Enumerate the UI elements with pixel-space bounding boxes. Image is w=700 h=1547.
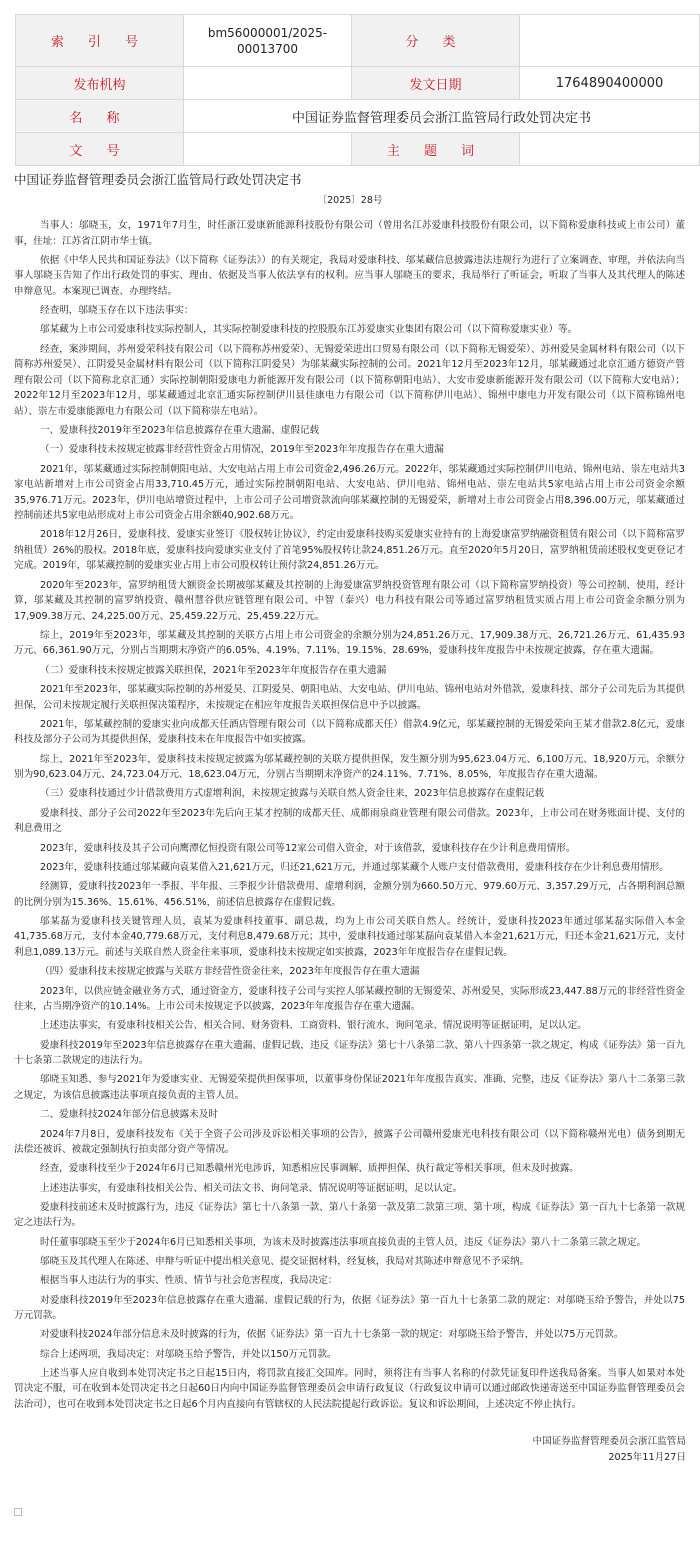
date-label: 发文日期 xyxy=(352,67,520,100)
body-paragraph: 当事人：邬晓玉，女，1971年7月生，时任浙江爱康新能源科技股份有限公司（曾用名江苏爱康科技股份有限公司，以下简称爱康科技或上市公司）董事，住址：江苏省江阴市华士镇。 xyxy=(14,220,685,247)
body-paragraph: 邬晓玉知悉、参与2021年为爱康实业、无锡爱荣提供担保事项，以董事身份保证2021年年度报告真实、准确、完整，违反《证券法》第八十二条第三款之规定，为该信息披露违法事项直接负责的主管人员。 xyxy=(14,1074,685,1101)
body-paragraph: 时任董事邬晓玉至少于2024年6月已知悉相关事项，为该未及时披露违法事项直接负责的主管人员，违反《证券法》第八十二条第三款之规定。 xyxy=(40,1236,647,1248)
body-paragraph: 2023年，爱康科技通过邬某藏向袁某借入21,621万元，归还21,621万元，并通过邬某藏个人账户支付借款费用，爱康科技存在少计利息费用情形。 xyxy=(40,861,669,873)
body-paragraph: 爱康科技、部分子公司2022年至2023年先后向王某才控制的成都天任、成都雨泉商业管理有限公司借款。2023年，上市公司在财务账面计提、支付的利息费用之 xyxy=(14,807,685,835)
body-paragraph: 上述违法事实，有爱康科技相关公告、相关司法文书、询问笔录、情况说明等证据证明，足以认定。 xyxy=(40,1182,463,1194)
document-title: 中国证券监督管理委员会浙江监管局行政处罚决定书 xyxy=(14,172,302,187)
index-label: 索 引 号 xyxy=(16,15,184,67)
body-paragraph: 2018年12月26日，爱康科技、爱康实业签订《股权转让协议》，约定由爱康科技购买爱康实业持有的上海爱康富罗纳融资租赁有限公司（以下简称富罗纳租赁）26%的股权。2018年底，爱康科技向爱康实业支付了首笔95%股权转让款24,851.26万元。直至2020年5月20日，富罗纳租赁前述股权变更登记才完成。2019年，邬某藏控制的爱康实业占用上市公司股权转让预付款24,851.26万元。 xyxy=(14,529,685,572)
body-paragraph: 爱康科技前述未及时披露行为，违反《证券法》第七十八条第一款、第八十条第一款及第二款第三项、第十项，构成《证券法》第一百九十七条第一款规定之违法行为。 xyxy=(14,1201,685,1229)
body-paragraph: 上述当事人应自收到本处罚决定书之日起15日内，将罚款直接汇交国库。同时，须将注有当事人名称的付款凭证复印件送我局备案。当事人如果对本处罚决定不服，可在收到本处罚决定书之日起60日内向中国证券监督管理委员会申请行政复议（行政复议申请可以通过邮政快递寄送至中国证券监督管理委员会法治司），也可在收到本处罚决定书之日起6个月内直接向有管辖权的人民法院提起行政诉讼。复议和诉讼期间，上述决定不停止执行。 xyxy=(14,1367,685,1410)
index-value: bm56000001/2025-00013700 xyxy=(184,15,352,67)
body-paragraph: 综上，2021年至2023年，爱康科技未按规定披露为邬某藏控制的关联方提供担保，发生额分别为95,623.04万元、6,100万元、18,920万元，余额分别为90,623.04万元、24,723.04万元、18,623.04万元，分别占当期期末净资产的24.11%、7.71%、8.05%，年度报告存在重大遗漏。 xyxy=(14,753,685,781)
signature-block xyxy=(0,1434,686,1466)
docno-label: 文 号 xyxy=(16,133,184,166)
body-paragraph: 对爱康科技2019年至2023年信息披露存在重大遗漏、虚假记载的行为，依据《证券法》第一百九十七条第二款的规定：对邬晓玉给予警告，并处以75万元罚款。 xyxy=(14,1294,685,1322)
name-value: 中国证券监督管理委员会浙江监管局行政处罚决定书 xyxy=(184,100,700,133)
body-paragraph: 2020年至2023年，富罗纳租赁大额资金长期被邬某藏及其控制的上海爱康富罗纳投资管理有限公司（以下简称富罗纳投资）等公司控制、使用，经计算，邬某藏及其控制的富罗纳投资、赣州慧谷供应链管理有限公司、中智（泰兴）电力科技有限公司等通过富罗纳租赁实质占用上市公司资金余额分别为17,909.38万元、24,225.00万元、25,459.22万元、25,459.22万元。 xyxy=(14,579,685,622)
name-label: 名 称 xyxy=(16,100,184,133)
body-paragraph: 经查明，邬晓玉存在以下违法事实： xyxy=(40,305,194,317)
body-paragraph: 综合上述两项，我局决定：对邬晓玉给予警告，并处以150万元罚款。 xyxy=(40,1348,337,1360)
category-label: 分 类 xyxy=(352,15,520,67)
body-paragraph: 一、爱康科技2019年至2023年信息披露存在重大遗漏、虚假记载 xyxy=(40,424,320,436)
body-paragraph: （四）爱康科技未按规定披露与关联方非经营性资金往来，2023年年度报告存在重大遗漏 xyxy=(40,966,420,978)
body-paragraph: 邬晓玉及其代理人在陈述、申辩与听证中提出相关意见、提交证据材料，经复核，我局对其陈述申辩意见不予采纳。 xyxy=(40,1256,530,1267)
category-value xyxy=(520,15,700,67)
publisher-label: 发布机构 xyxy=(16,67,184,100)
body-paragraph: 邬某磊为爱康科技关键管理人员，袁某为爱康科技董事、副总裁，均为上市公司关联自然人。经统计，爱康科技2023年通过邬某磊实际借入本金41,735.68万元，支付本金40,779.68万元，支付利息8,479.68万元；其中，爱康科技通过邬某磊向袁某借入本金21,621万元，归还本金21,621万元，支付利息1,089.13万元。前述与关联自然人资金往来事项，爱康科技未按规定如实披露，2023年年度报告存在虚假记载。 xyxy=(14,915,685,958)
document-number: 〔2025〕28号 xyxy=(317,195,383,206)
corner-mark-icon xyxy=(14,1508,22,1516)
body-paragraph: 邬某藏为上市公司爱康科技实际控制人，其实际控制爱康科技的控股股东江苏爱康实业集团有限公司（以下简称爱康实业）等。 xyxy=(40,324,578,336)
docno-value xyxy=(184,133,352,166)
body-paragraph: （二）爱康科技未按规定披露关联担保，2021年至2023年年度报告存在重大遗漏 xyxy=(40,664,387,676)
body-paragraph: 爱康科技2019年至2023年信息披露存在重大遗漏、虚假记载，违反《证券法》第七十八条第二款、第八十四条第一款之规定，构成《证券法》第一百九十七条第二款规定的违法行为。 xyxy=(14,1039,685,1067)
body-paragraph: （三）爱康科技通过少计借款费用方式虚增利润，未按规定披露与关联自然人资金往来，2023年信息披露存在虚假记载 xyxy=(40,788,545,800)
body-paragraph: 根据当事人违法行为的事实、性质、情节与社会危害程度，我局决定： xyxy=(40,1275,338,1287)
body-paragraph: 2021年，邬某藏控制的爱康实业向成都天任酒店管理有限公司（以下简称成都天任）借款4.9亿元，邬某藏控制的无锡爱荣向王某才借款2.8亿元，爱康科技及部分子公司为其提供担保，爱康科技未在年度报告中如实披露。 xyxy=(14,718,685,746)
body-paragraph: 经查，案涉期间，苏州爱荣科技有限公司（以下简称苏州爱荣）、无锡爱荣进出口贸易有限公司（以下简称无锡爱荣）、苏州爱昊金属材料有限公司（以下简称苏州爱昊）、江阴爱昊金属材料有限公司（以下简称江阴爱昊）为邬某藏实际控制的公司。2021年12月至2023年12月，邬某藏通过北京汇通方德资产管理有限公司（以下简称北京汇通）实际控制朝阳爱康电力新能源开发有限公司（以下简称朝阳电站）、大安市爱康新能源开发有限公司（以下简称大安电站）；2022年12月至2023年12月，邬某藏通过北京汇通实际控制伊川县佳康电力有限公司（以下简称伊川电站）、锦州中康电力开发有限公司（以下简称锦州电站）、崇左市爱康能源电力有限公司（以下简称崇左电站）。 xyxy=(14,343,685,417)
body-paragraph: 2023年，以供应链金融业务方式，通过资金方，爱康科技子公司与实控人邬某藏控制的无锡爱荣、苏州爱昊，实际形成23,447.88万元的非经营性资金往来，占当期净资产的10.14%。上市公司未按规定予以披露，2023年年度报告存在重大遗漏。 xyxy=(14,985,685,1013)
body-paragraph: 二、爱康科技2024年部分信息披露未及时 xyxy=(40,1109,218,1121)
body-paragraph: 对爱康科技2024年部分信息未及时披露的行为，依据《证券法》第一百九十七条第一款的规定：对邬晓玉给予警告，并处以75万元罚款。 xyxy=(40,1329,624,1341)
document-body xyxy=(14,218,685,1412)
body-paragraph: 2024年7月8日，爱康科技发布《关于全资子公司涉及诉讼相关事项的公告》，披露子公司赣州爱康光电科技有限公司（以下简称赣州光电）债务到期无法偿还被诉、被裁定强制执行拍卖部分资产等情况。 xyxy=(14,1128,685,1156)
date-value: 1764890400000 xyxy=(520,67,700,100)
body-paragraph: 2021年至2023年，邬某藏实际控制的苏州爱昊、江阴爱昊、朝阳电站、大安电站、伊川电站、锦州电站对外借款，爱康科技、部分子公司先后为其提供担保，公司未按规定履行关联担保决策程序，未按规定在相应年度报告关联担保信息中予以披露。 xyxy=(14,684,685,711)
body-paragraph: （一）爱康科技未按规定披露非经营性资金占用情况，2019年至2023年年度报告存在重大遗漏 xyxy=(40,444,444,456)
body-paragraph: 依据《中华人民共和国证券法》（以下简称《证券法》）的有关规定，我局对爱康科技、邬某藏信息披露违法违规行为进行了立案调查、审理，并依法向当事人邬晓玉告知了作出行政处罚的事实、理由、依据及当事人依法享有的权利。应当事人邬晓玉的要求，我局举行了听证会，听取了当事人及其代理人的陈述申辩意见。本案现已调查、办理终结。 xyxy=(14,254,685,297)
issue-date: 2025年11月27日 xyxy=(608,1452,686,1464)
body-paragraph: 2023年，爱康科技及其子公司向鹰潭亿恒投资有限公司等12家公司借入资金，对于该借款，爱康科技存在少计利息费用情形。 xyxy=(40,842,576,854)
body-paragraph: 经测算，爱康科技2023年一季报、半年报、三季报少计借款费用、虚增利润，金额分别为660.50万元、979.60万元、3,357.29万元，占各期利润总额的比例分别为15.36%、15.61%、456.51%，前述信息披露存在虚假记载。 xyxy=(14,881,685,908)
keyword-label: 主 题 词 xyxy=(352,133,520,166)
body-paragraph: 综上，2019年至2023年，邬某藏及其控制的关联方占用上市公司资金的余额分别为24,851.26万元、17,909.38万元、26,721.26万元、61,435.93万元、66,361.90万元，分别占当期期末净资产的6.05%、4.19%、7.11%、19.15%、28.69%，爱康科技年度报告中未按规定披露，存在重大遗漏。 xyxy=(14,629,685,657)
body-paragraph: 2021年，邬某藏通过实际控制朝阳电站、大安电站占用上市公司资金2,496.26万元。2022年，邬某藏通过实际控制伊川电站、锦州电站、崇左电站共3家电站新增对上市公司资金占用33,710.45万元，通过实际控制朝阳电站、大安电站、伊川电站、锦州电站、崇左电站共5家电站占用上市公司资金余额35,976.71万元。2023年，伊川电站增资过程中，上市公司子公司增资款流向邬某藏控制的无锡爱荣，新增对上市公司资金占用8,396.00万元，邬某藏通过控制前述共5家电站形成对上市公司资金占用余额40,902.68万元。 xyxy=(14,463,685,522)
body-paragraph: 上述违法事实，有爱康科技相关公告、相关合同、财务资料、工商资料、银行流水、询问笔录、情况说明等证据证明，足以认定。 xyxy=(40,1020,587,1032)
document-meta-table xyxy=(15,14,700,166)
issuer-name: 中国证券监督管理委员会浙江监管局 xyxy=(532,1436,686,1448)
body-paragraph: 经查，爱康科技至少于2024年6月已知悉赣州光电涉诉，知悉相应民事调解、质押担保、执行裁定等相关事项，但未及时披露。 xyxy=(40,1163,579,1175)
keyword-value xyxy=(520,133,700,166)
publisher-value xyxy=(184,67,352,100)
